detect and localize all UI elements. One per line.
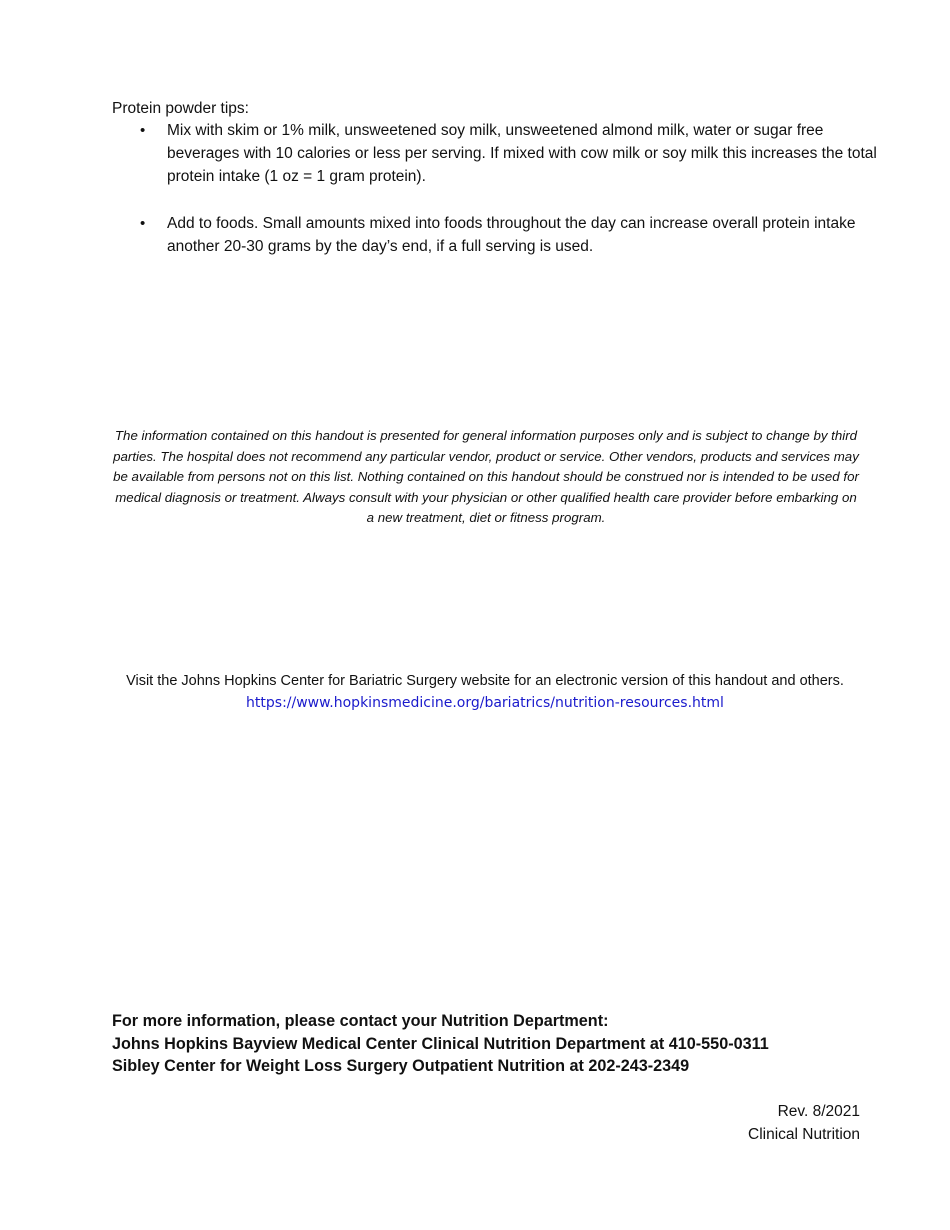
tips-heading: Protein powder tips: <box>112 100 249 117</box>
tip-text: Add to foods. Small amounts mixed into foods throughout the day can increase overall protein intake another 20-30 grams by the day’s end, if a full serving is used. <box>167 215 856 255</box>
list-item <box>112 212 882 258</box>
revision-block <box>660 1100 860 1146</box>
tips-list <box>112 119 882 282</box>
list-item <box>112 119 882 188</box>
bullet-icon: • <box>140 215 146 232</box>
website-section <box>100 670 870 714</box>
department-name: Clinical Nutrition <box>748 1126 860 1143</box>
contact-bayview: Johns Hopkins Bayview Medical Center Clinical Nutrition Department at 410-550-0311 <box>112 1034 769 1053</box>
bullet-icon: • <box>140 122 146 139</box>
contact-sibley: Sibley Center for Weight Loss Surgery Outpatient Nutrition at 202-243-2349 <box>112 1057 690 1075</box>
contact-heading: For more information, please contact your Nutrition Department: <box>112 1012 609 1030</box>
tip-text: Mix with skim or 1% milk, unsweetened soy milk, unsweetened almond milk, water or sugar free beverages with 10 calories or less per serving. If mixed with cow milk or soy milk this increases the total protein intake (1 oz = 1 gram protein). <box>167 122 877 185</box>
website-visit-text: Visit the Johns Hopkins Center for Bariatric Surgery website for an electronic version of this handout and others. <box>126 673 844 689</box>
disclaimer-text: The information contained on this handout is presented for general information purposes only and is subject to change by third parties. The hospital does not recommend any particular vendor, product or service. Other vendors, products and services may be available from persons not on this list. Nothing contained on this handout should be construed nor is intended to be used for medical diagnosis or treatment. Always consult with your physician or other qualified health care provider before embarking on a new treatment, diet or fitness program. <box>113 428 859 526</box>
revision-date: Rev. 8/2021 <box>777 1103 860 1120</box>
nutrition-resources-link[interactable]: https://www.hopkinsmedicine.org/bariatrics/nutrition-resources.html <box>246 695 724 711</box>
contact-block <box>112 1010 769 1078</box>
